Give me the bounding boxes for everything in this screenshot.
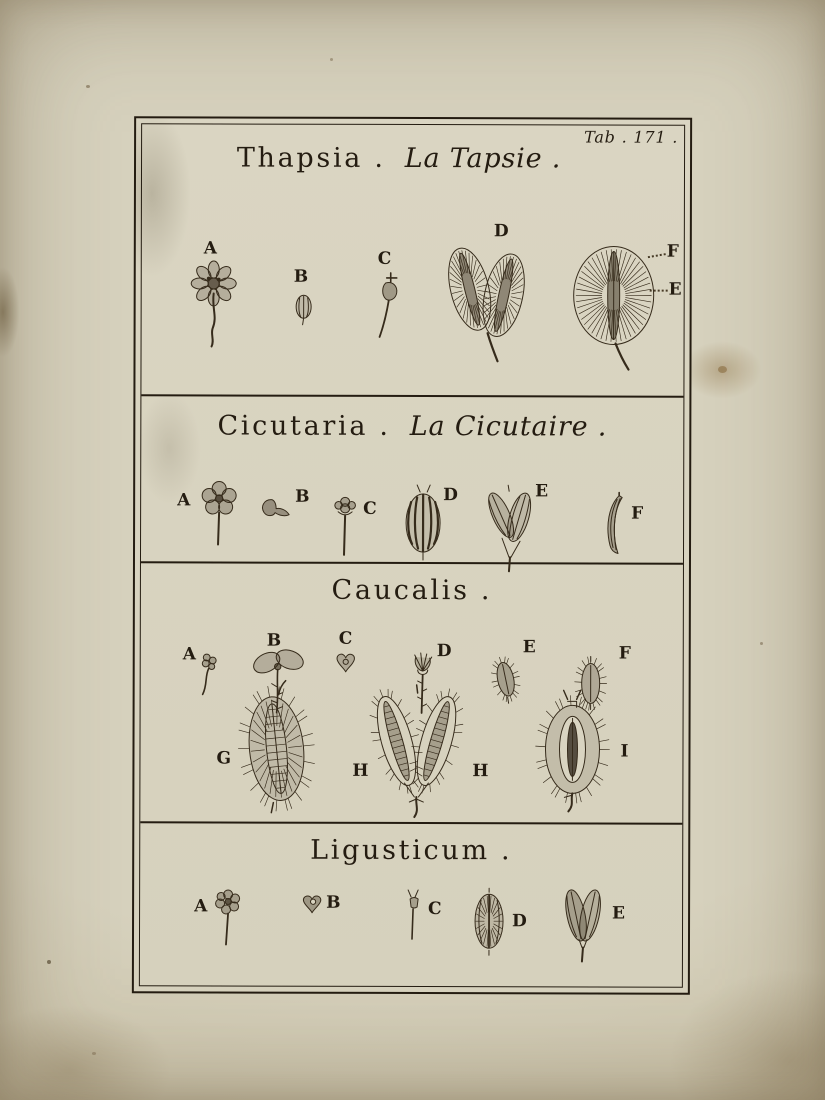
caucalis-figure-h [352,679,488,823]
caucalis-label-h-left: H [352,760,369,781]
cicutaria-flower-illustration [191,478,247,556]
leader-line-e [650,290,668,292]
cicutaria-title [135,410,689,442]
cicutaria-figure-c [327,477,389,569]
paper-speck [330,58,333,61]
ligusticum-split-fruit-illustration [554,885,610,963]
thapsia-large-winged-fruit-illustration [563,243,671,371]
ligusticum-heart-seed-illustration [300,893,324,915]
thapsia-title-latin: Thapsia . [236,142,386,174]
caucalis-label-h-right: H [472,761,489,782]
ligusticum-label-b: B [326,892,341,913]
caucalis-label-g: G [216,748,232,769]
cicutaria-figure-a [177,470,253,562]
caucalis-large-spiny-fruit-illustration [226,677,334,821]
thapsia-fruit-illustration [372,271,406,343]
ligusticum-label-e: E [612,903,626,924]
caucalis-label-c: C [338,628,353,649]
caucalis-label-b: B [266,630,282,651]
section-divider [141,394,683,397]
paper-speck [92,1052,96,1055]
caucalis-figure-g [212,674,342,822]
ligusticum-figure-a [190,876,262,962]
plate-frame [132,116,692,994]
thapsia-label-d: D [493,221,509,242]
thapsia-label-f: F [666,241,679,262]
paper-speck [760,642,763,645]
thapsia-flower-illustration [182,256,246,348]
paper-speck [718,366,727,373]
ligusticum-figure-c [392,879,452,955]
cicutaria-label-e: E [535,481,549,502]
ligusticum-figure-d [468,879,532,963]
ligusticum-figure-b [296,885,352,925]
caucalis-split-spiny-fruit-illustration [358,683,478,819]
thapsia-figure-a [174,230,254,350]
cicutaria-label-b: B [295,486,310,507]
caucalis-spiny-fruit-illustration [487,651,527,711]
caucalis-label-e: E [522,637,536,658]
ligusticum-title [134,834,688,866]
thapsia-figure-d [436,223,546,363]
thapsia-title [122,142,676,174]
ligusticum-flower-illustration [204,886,254,952]
cicutaria-title-latin: Cicutaria . [217,410,391,442]
ligusticum-ribbed-seed-illustration [468,887,512,957]
thapsia-label-e: E [668,279,682,300]
caucalis-figure-i [522,679,646,819]
cicutaria-figure-e [479,469,555,569]
thapsia-winged-fruit-pair-illustration [436,239,540,363]
caucalis-label-d: D [436,641,452,662]
cicutaria-figure-f [593,479,653,563]
cicutaria-split-fruit-illustration [479,483,543,575]
thapsia-label-c: C [377,248,392,269]
thapsia-figure-c [366,248,416,351]
caucalis-label-i: I [620,741,629,762]
ligusticum-label-d: D [512,911,527,932]
cicutaria-figure-d [397,471,463,567]
cicutaria-mericarp-illustration [597,491,631,559]
ligusticum-sprout-illustration [398,887,426,945]
cicutaria-figure-b [257,485,319,529]
thapsia-figure-b [284,266,330,339]
ligusticum-label-c: C [428,899,442,920]
caucalis-open-spiny-fruit-illustration [526,685,629,815]
thapsia-figure-ef [563,235,689,370]
ligusticum-title-latin: Ligusticum . [310,834,513,867]
cicutaria-label-d: D [443,485,458,506]
thapsia-label-b: B [293,266,309,287]
paper-speck [47,960,51,964]
caucalis-heart-seed-illustration [335,651,357,675]
cicutaria-label-a: A [177,490,191,511]
thapsia-title-french: La Tapsie . [404,142,562,175]
cicutaria-title-french: La Cicutaire . [409,410,608,443]
cicutaria-label-f: F [631,503,644,524]
caucalis-label-a: A [182,644,196,665]
cicutaria-label-c: C [363,498,377,519]
caucalis-label-f: F [618,643,631,664]
thapsia-label-a: A [203,238,218,259]
cicutaria-bud-illustration [327,491,363,565]
caucalis-title-latin: Caucalis . [331,574,493,607]
thapsia-seed-illustration [290,291,318,335]
caucalis-title [135,574,689,606]
ligusticum-label-a: A [194,896,208,917]
cicutaria-petal-illustration [257,495,293,525]
paper-speck [86,85,90,88]
ligusticum-figure-e [554,877,630,969]
plate-number: Tab . 171 . [584,127,679,147]
